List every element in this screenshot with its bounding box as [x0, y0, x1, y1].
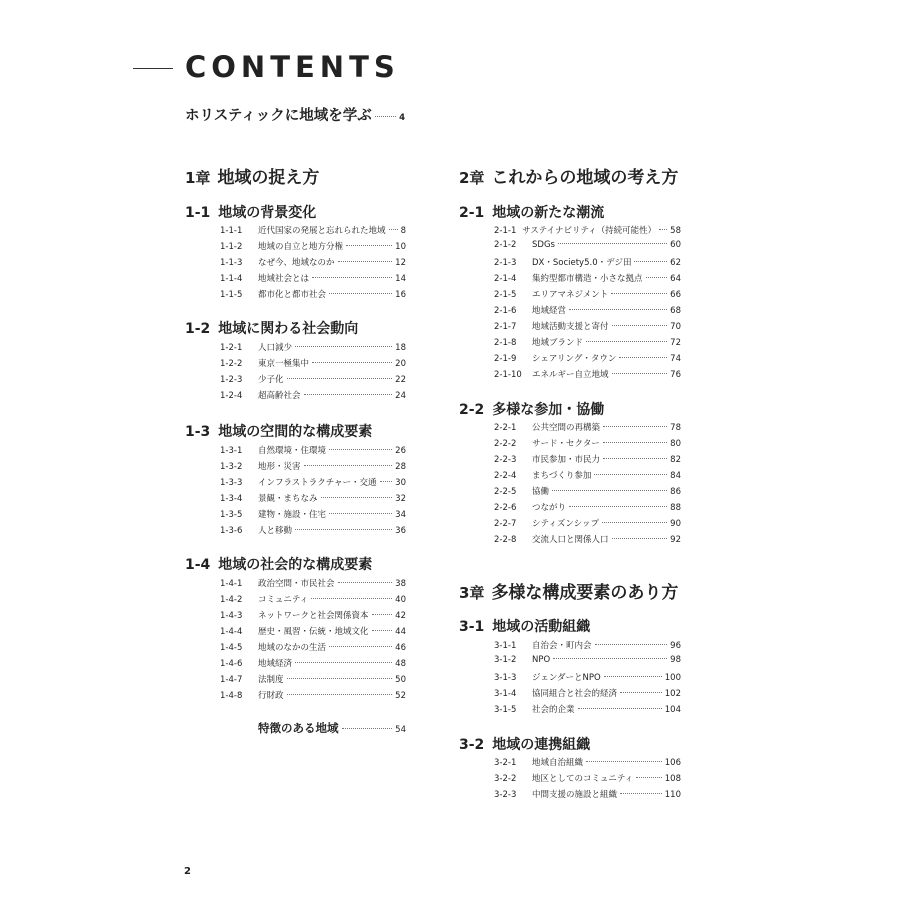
- entry-number: 1-1-3: [220, 258, 243, 268]
- leader-dots: [611, 293, 667, 294]
- entry-list-3-2: [494, 756, 681, 804]
- section-title: 地域の連携組織: [492, 737, 591, 753]
- leader-dots: [603, 442, 667, 443]
- entry-number: 2-2-7: [494, 519, 517, 529]
- entry-number: 2-1-6: [494, 306, 517, 316]
- entry-page: 30: [395, 478, 406, 488]
- entry-page: 42: [395, 611, 406, 621]
- leader-dots: [304, 394, 393, 395]
- entry-page: 64: [670, 274, 681, 284]
- entry-number: 3-2-1: [494, 758, 517, 768]
- chapter-title: 多様な構成要素のあり方: [491, 583, 679, 603]
- leader-dots: [558, 243, 667, 244]
- entry-title: 地域活動支援と寄付: [532, 322, 609, 332]
- toc-entry[interactable]: [494, 256, 681, 272]
- entry-page: 50: [395, 675, 406, 685]
- leader-dots: [612, 325, 668, 326]
- entry-number: 1-4-7: [220, 675, 243, 685]
- toc-entry[interactable]: [494, 671, 681, 687]
- chapter-number: 1章: [185, 169, 211, 187]
- entry-title: サステイナビリティ（持続可能性）: [522, 226, 657, 236]
- section-heading-3-1: [459, 616, 590, 636]
- toc-entry[interactable]: [494, 437, 681, 453]
- entry-title: 公共空間の再構築: [532, 423, 601, 433]
- entry-page: 106: [664, 758, 681, 768]
- entry-page: 100: [664, 673, 681, 683]
- leader-dots: [295, 529, 392, 530]
- entry-title: 社会的企業: [532, 705, 575, 715]
- leader-dots: [287, 678, 393, 679]
- toc-entry[interactable]: [220, 673, 406, 689]
- toc-entry[interactable]: [220, 657, 406, 673]
- section-number: 2-1: [459, 205, 485, 221]
- toc-entry[interactable]: [220, 641, 406, 657]
- leader-dots: [619, 357, 667, 358]
- toc-entry[interactable]: [494, 533, 681, 549]
- toc-entry[interactable]: [494, 352, 681, 368]
- entry-title: 地域の自立と地方分権: [258, 242, 344, 252]
- entry-page: 46: [395, 643, 406, 653]
- toc-entry[interactable]: [220, 389, 406, 405]
- entry-number: 1-4-4: [220, 627, 243, 637]
- toc-entry[interactable]: [494, 687, 681, 703]
- entry-number: 2-1-3: [494, 258, 517, 268]
- toc-entry[interactable]: [494, 703, 681, 719]
- leader-dots: [569, 309, 667, 310]
- leader-dots: [329, 293, 392, 294]
- toc-entry[interactable]: [220, 256, 406, 272]
- entry-number: 2-1-1: [494, 226, 517, 236]
- entry-number: 1-4-5: [220, 643, 243, 653]
- leader-dots: [604, 676, 662, 677]
- entry-title: 景観・まちなみ: [258, 494, 318, 504]
- entry-page: 36: [395, 526, 406, 536]
- toc-entry[interactable]: [494, 485, 681, 501]
- entry-list-2-1: [494, 224, 681, 384]
- toc-entry[interactable]: [494, 469, 681, 485]
- entry-page: 86: [670, 487, 681, 497]
- chapter-title: 地域の捉え方: [217, 168, 320, 188]
- entry-number: 2-2-8: [494, 535, 517, 545]
- title-rule: [133, 68, 173, 69]
- toc-entry[interactable]: [494, 453, 681, 469]
- section-title: 地域の空間的な構成要素: [218, 424, 373, 440]
- entry-page: 40: [395, 595, 406, 605]
- intro-label: ホリスティックに地域を学ぶ: [185, 108, 372, 124]
- section-heading-3-2: [459, 734, 590, 754]
- toc-entry[interactable]: [220, 508, 406, 524]
- toc-entry[interactable]: [220, 625, 406, 641]
- entry-page: 108: [664, 774, 681, 784]
- toc-entry[interactable]: [494, 224, 681, 240]
- entry-list-1-4: [220, 577, 406, 705]
- page-number: 2: [184, 866, 191, 877]
- toc-entry[interactable]: [494, 756, 681, 772]
- entry-page: 18: [395, 343, 406, 353]
- entry-title: 地区としてのコミュニティ: [532, 774, 634, 784]
- leader-dots: [569, 506, 667, 507]
- entry-title: 東京一極集中: [258, 359, 310, 369]
- entry-number: 1-4-8: [220, 691, 243, 701]
- leader-dots: [372, 630, 393, 631]
- entry-page: 26: [395, 446, 406, 456]
- entry-number: 3-2-3: [494, 790, 517, 800]
- entry-page: 24: [395, 391, 406, 401]
- toc-entry[interactable]: [494, 240, 681, 256]
- entry-page: 102: [664, 689, 681, 699]
- entry-page: 16: [395, 290, 406, 300]
- entry-page: 52: [395, 691, 406, 701]
- entry-list-1-3: [220, 444, 406, 540]
- entry-number: 3-1-4: [494, 689, 517, 699]
- entry-number: 1-4-3: [220, 611, 243, 621]
- entry-number: 1-1-5: [220, 290, 243, 300]
- toc-entry[interactable]: [494, 320, 681, 336]
- entry-title: 超高齢社会: [258, 391, 301, 401]
- entry-title: つながり: [532, 503, 567, 513]
- entry-title: 地形・災害: [258, 462, 301, 472]
- leader-dots: [287, 378, 393, 379]
- entry-number: 3-1-3: [494, 673, 517, 683]
- entry-page: 84: [670, 471, 681, 481]
- entry-page: 110: [664, 790, 681, 800]
- entry-page: 88: [670, 503, 681, 513]
- entry-number: 1-3-5: [220, 510, 243, 520]
- entry-number: 2-2-5: [494, 487, 517, 497]
- section-title: 地域の新たな潮流: [492, 205, 605, 221]
- entry-number: 1-3-6: [220, 526, 243, 536]
- entry-page: 32: [395, 494, 406, 504]
- entry-page: 22: [395, 375, 406, 385]
- leader-dots: [553, 658, 667, 659]
- leader-dots: [295, 346, 392, 347]
- entry-title: 市民参加・市民力: [532, 455, 601, 465]
- entry-title: エネルギー自立地域: [532, 370, 609, 380]
- leader-dots: [620, 692, 662, 693]
- section-heading-2-2: [459, 399, 604, 419]
- entry-title: 地域のなかの生活: [258, 643, 327, 653]
- entry-title: まちづくり参加: [532, 471, 592, 481]
- entry-title: NPO: [532, 655, 551, 665]
- entry-page: 80: [670, 439, 681, 449]
- leader-dots: [287, 694, 393, 695]
- leader-dots: [586, 341, 667, 342]
- entry-title: インフラストラクチャー・交通: [258, 478, 377, 488]
- section-number: 3-2: [459, 737, 485, 753]
- leader-dots: [612, 538, 668, 539]
- entry-page: 60: [670, 240, 681, 250]
- toc-entry[interactable]: [494, 501, 681, 517]
- chapter-3-heading: [459, 578, 678, 603]
- entry-page: 20: [395, 359, 406, 369]
- entry-title: ネットワークと社会関係資本: [258, 611, 369, 621]
- toc-entry[interactable]: [494, 772, 681, 788]
- leader-dots: [338, 582, 393, 583]
- entry-number: 1-2-4: [220, 391, 243, 401]
- leader-dots: [578, 708, 662, 709]
- entry-page: 66: [670, 290, 681, 300]
- page-title: CONTENTS: [185, 50, 400, 84]
- entry-title: SDGs: [532, 240, 555, 250]
- toc-entry[interactable]: [220, 577, 406, 593]
- entry-title: 人と移動: [258, 526, 293, 536]
- chapter-1-heading: [185, 163, 319, 188]
- toc-entry[interactable]: [220, 357, 406, 373]
- leader-dots: [552, 490, 667, 491]
- leader-dots: [304, 465, 393, 466]
- leader-dots: [389, 229, 398, 230]
- leader-dots: [329, 646, 392, 647]
- section-number: 1-4: [185, 557, 211, 573]
- leader-dots: [311, 598, 392, 599]
- entry-title: DX・Society5.0・デジ田: [532, 258, 632, 268]
- entry-list-2-2: [494, 421, 681, 549]
- entry-list-1-2: [220, 341, 406, 405]
- entry-title: 協同組合と社会的経済: [532, 689, 618, 699]
- entry-number: 2-1-8: [494, 338, 517, 348]
- chapter-title: これからの地域の考え方: [491, 168, 679, 188]
- entry-number: 2-2-2: [494, 439, 517, 449]
- leader-dots: [329, 449, 392, 450]
- toc-entry[interactable]: [494, 368, 681, 384]
- section-heading-2-1: [459, 202, 604, 222]
- entry-number: 3-1-2: [494, 655, 517, 665]
- section-number: 1-2: [185, 321, 211, 337]
- entry-title: シェアリング・タウン: [532, 354, 617, 364]
- entry-title: 地域社会とは: [258, 274, 310, 284]
- entry-number: 1-3-4: [220, 494, 243, 504]
- section-title: 地域に関わる社会動向: [218, 321, 359, 337]
- section-title: 地域の活動組織: [492, 619, 591, 635]
- leader-dots: [338, 261, 393, 262]
- entry-number: 1-2-3: [220, 375, 243, 385]
- section-heading-1-4: [185, 554, 372, 574]
- entry-title: ジェンダーとNPO: [532, 673, 601, 683]
- entry-number: 2-1-2: [494, 240, 517, 250]
- entry-number: 1-4-6: [220, 659, 243, 669]
- leader-dots: [594, 474, 667, 475]
- entry-number: 3-1-5: [494, 705, 517, 715]
- section-heading-1-3: [185, 421, 372, 441]
- entry-title: 人口減少: [258, 343, 293, 353]
- entry-number: 2-2-1: [494, 423, 517, 433]
- section-number: 1-3: [185, 424, 211, 440]
- entry-title: 交流人口と関係人口: [532, 535, 609, 545]
- toc-entry[interactable]: [220, 341, 406, 357]
- entry-number: 2-1-4: [494, 274, 517, 284]
- entry-title: 地域ブランド: [532, 338, 584, 348]
- toc-entry[interactable]: [494, 336, 681, 352]
- entry-title: 協働: [532, 487, 550, 497]
- entry-page: 8: [400, 226, 406, 236]
- entry-page: 90: [670, 519, 681, 529]
- entry-title: 近代国家の発展と忘れられた地域: [258, 226, 386, 236]
- toc-entry[interactable]: [220, 272, 406, 288]
- toc-entry[interactable]: [494, 288, 681, 304]
- entry-number: 1-1-4: [220, 274, 243, 284]
- entry-number: 1-2-2: [220, 359, 243, 369]
- entry-number: 2-2-6: [494, 503, 517, 513]
- section-title: 多様な参加・協働: [492, 402, 605, 418]
- entry-page: 38: [395, 579, 406, 589]
- toc-entry[interactable]: [220, 476, 406, 492]
- entry-title: 自治会・町内会: [532, 641, 592, 651]
- entry-page: 68: [670, 306, 681, 316]
- entry-page: 104: [664, 705, 681, 715]
- chapter-number: 2章: [459, 169, 485, 187]
- entry-number: 2-1-5: [494, 290, 517, 300]
- section-number: 2-2: [459, 402, 485, 418]
- entry-title: 法制度: [258, 675, 284, 685]
- leader-dots: [595, 644, 668, 645]
- entry-title: 地域自治組織: [532, 758, 584, 768]
- entry-title: なぜ今、地域なのか: [258, 258, 335, 268]
- entry-page: 44: [395, 627, 406, 637]
- section-heading-1-1: [185, 202, 316, 222]
- entry-title: 地域経営: [532, 306, 567, 316]
- entry-title: サード・セクター: [532, 439, 600, 449]
- entry-page: 76: [670, 370, 681, 380]
- entry-number: 2-2-4: [494, 471, 517, 481]
- leader-dots: [295, 662, 392, 663]
- toc-entry[interactable]: [494, 421, 681, 437]
- entry-number: 1-2-1: [220, 343, 243, 353]
- entry-page: 82: [670, 455, 681, 465]
- toc-entry[interactable]: [494, 517, 681, 533]
- entry-number: 1-3-3: [220, 478, 243, 488]
- entry-number: 1-4-2: [220, 595, 243, 605]
- entry-page: 14: [395, 274, 406, 284]
- entry-title: 政治空間・市民社会: [258, 579, 335, 589]
- entry-page: 62: [670, 258, 681, 268]
- entry-number: 1-1-2: [220, 242, 243, 252]
- leader-dots: [372, 614, 393, 615]
- entry-page: 34: [395, 510, 406, 520]
- entry-number: 3-1-1: [494, 641, 517, 651]
- entry-number: 1-3-2: [220, 462, 243, 472]
- entry-title: 自然環境・住環境: [258, 446, 327, 456]
- entry-page: 10: [395, 242, 406, 252]
- entry-page: 58: [670, 226, 681, 236]
- special-page: 54: [395, 725, 406, 735]
- toc-entry[interactable]: [220, 444, 406, 460]
- leader-dots: [602, 522, 667, 523]
- toc-entry[interactable]: [220, 240, 406, 256]
- toc-entry[interactable]: [220, 689, 406, 705]
- entry-page: 70: [670, 322, 681, 332]
- entry-title: 建物・施設・住宅: [258, 510, 327, 520]
- chapter-number: 3章: [459, 584, 485, 602]
- toc-entry[interactable]: [220, 609, 406, 625]
- leader-dots: [612, 373, 668, 374]
- entry-page: 96: [670, 641, 681, 651]
- entry-title: 地域経済: [258, 659, 293, 669]
- intro-page: 4: [399, 113, 405, 123]
- leader-dots: [620, 793, 662, 794]
- leader-dots: [634, 261, 667, 262]
- toc-entry[interactable]: [220, 224, 406, 240]
- toc-entry[interactable]: [494, 788, 681, 804]
- entry-number: 3-2-2: [494, 774, 517, 784]
- entry-number: 2-1-7: [494, 322, 517, 332]
- entry-number: 1-3-1: [220, 446, 243, 456]
- entry-page: 74: [670, 354, 681, 364]
- section-heading-1-2: [185, 318, 358, 338]
- leader-dots: [329, 513, 392, 514]
- leader-dots: [312, 277, 392, 278]
- entry-page: 78: [670, 423, 681, 433]
- special-entry[interactable]: [258, 720, 406, 736]
- toc-entry[interactable]: [494, 639, 681, 655]
- toc-entry[interactable]: [220, 593, 406, 609]
- entry-number: 1-4-1: [220, 579, 243, 589]
- section-title: 地域の背景変化: [218, 205, 317, 221]
- entry-title: シティズンシップ: [532, 519, 599, 529]
- leader-dots: [346, 245, 392, 246]
- entry-number: 2-1-10: [494, 370, 522, 380]
- entry-title: 行財政: [258, 691, 284, 701]
- leader-dots: [646, 277, 668, 278]
- entry-number: 2-2-3: [494, 455, 517, 465]
- leader-dots: [603, 426, 667, 427]
- entry-page: 72: [670, 338, 681, 348]
- entry-number: 2-1-9: [494, 354, 517, 364]
- toc-entry[interactable]: [494, 272, 681, 288]
- toc-entry[interactable]: [494, 304, 681, 320]
- toc-entry[interactable]: [220, 524, 406, 540]
- entry-title: 少子化: [258, 375, 284, 385]
- leader-dots: [321, 497, 393, 498]
- entry-title: 都市化と都市社会: [258, 290, 327, 300]
- entry-page: 12: [395, 258, 406, 268]
- entry-title: 集約型都市構造・小さな拠点: [532, 274, 643, 284]
- special-label: 特徴のある地域: [258, 721, 339, 735]
- leader-dots: [342, 728, 393, 729]
- leader-dots: [375, 116, 396, 117]
- leader-dots: [636, 777, 662, 778]
- entry-page: 28: [395, 462, 406, 472]
- entry-page: 92: [670, 535, 681, 545]
- chapter-2-heading: [459, 163, 678, 188]
- entry-page: 48: [395, 659, 406, 669]
- entry-page: 98: [670, 655, 681, 665]
- section-number: 3-1: [459, 619, 485, 635]
- entry-title: エリアマネジメント: [532, 290, 609, 300]
- entry-list-1-1: [220, 224, 406, 304]
- leader-dots: [603, 458, 667, 459]
- toc-entry[interactable]: [220, 492, 406, 508]
- toc-entry[interactable]: [494, 655, 681, 671]
- toc-entry[interactable]: [220, 460, 406, 476]
- entry-number: 1-1-1: [220, 226, 243, 236]
- entry-list-3-1: [494, 639, 681, 719]
- entry-title: コミュニティ: [258, 595, 309, 605]
- leader-dots: [312, 362, 392, 363]
- leader-dots: [659, 229, 667, 230]
- leader-dots: [586, 761, 662, 762]
- entry-title: 歴史・風習・伝統・地域文化: [258, 627, 369, 637]
- toc-entry[interactable]: [220, 288, 406, 304]
- section-title: 地域の社会的な構成要素: [218, 557, 373, 573]
- toc-entry[interactable]: [220, 373, 406, 389]
- entry-title: 中間支援の施設と組織: [532, 790, 618, 800]
- section-number: 1-1: [185, 205, 211, 221]
- intro-entry[interactable]: [185, 104, 405, 125]
- leader-dots: [380, 481, 393, 482]
